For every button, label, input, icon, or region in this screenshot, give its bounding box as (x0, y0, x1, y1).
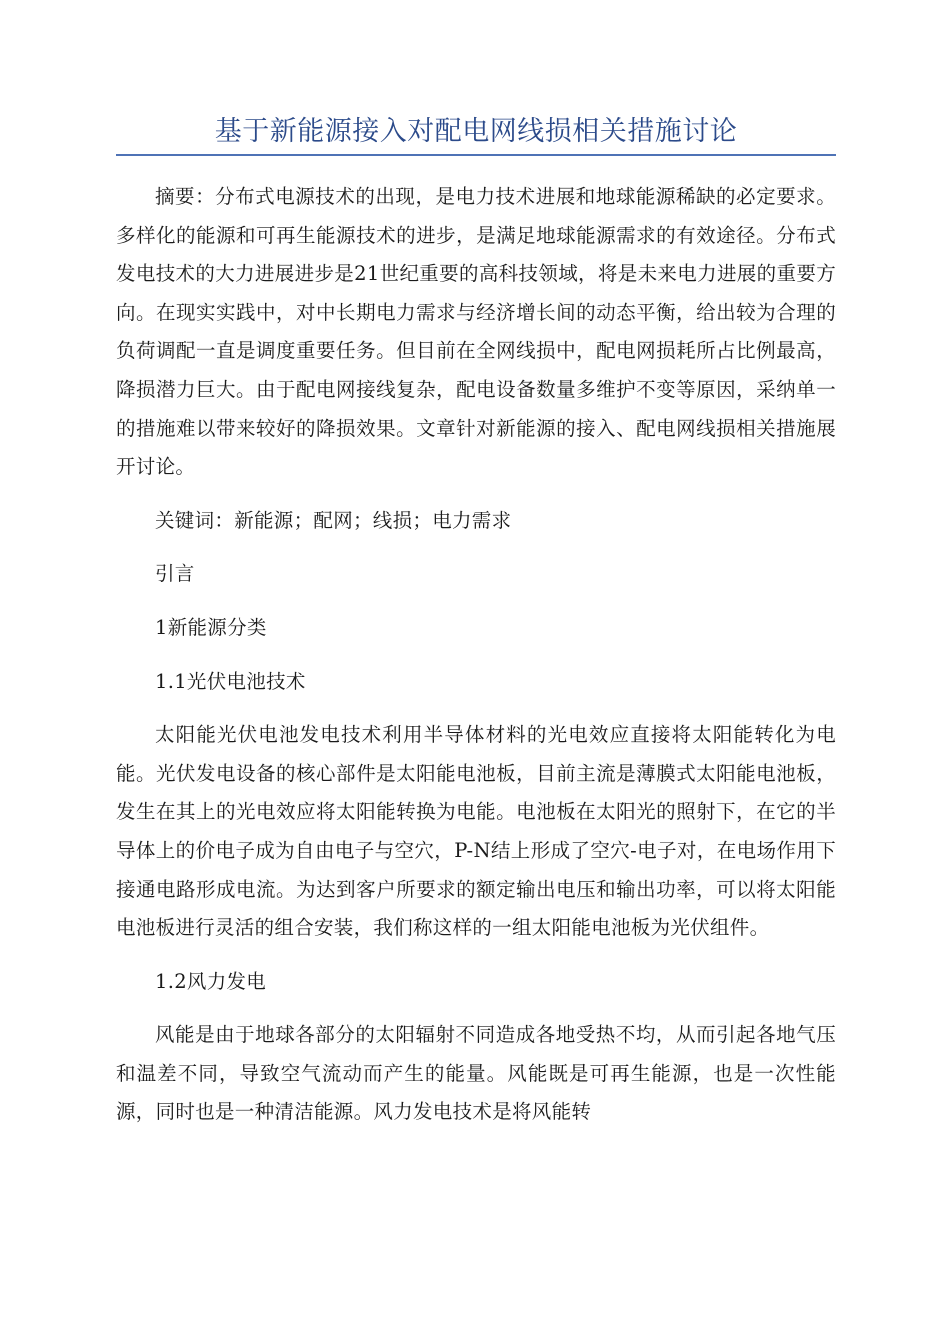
section-1-2-heading: 1.2风力发电 (155, 969, 267, 993)
document-title: 基于新能源接入对配电网线损相关措施讨论 (214, 116, 738, 147)
document-page (116, 112, 836, 1132)
abstract-paragraph: 摘要：分布式电源技术的出现，是电力技术进展和地球能源稀缺的必定要求。多样化的能源和可再生能源技术的进步，是满足地球能源需求的有效途径。分布式发电技术的大力进展进步是21世纪重要的高科技领域，将是未来电力进展的重要方向。在现实实践中，对中长期电力需求与经济增长间的动态平衡，给出较为合理的负荷调配一直是调度重要任务。但目前在全网线损中，配电网损耗所占比例最高，降损潜力巨大。由于配电网接线复杂，配电设备数量多维护不变等原因，采纳单一的措施难以带来较好的降损效果。文章针对新能源的接入、配电网线损相关措施展开讨论。 (116, 185, 836, 479)
intro-heading: 引言 (155, 562, 195, 586)
section-1-heading: 1新能源分类 (155, 615, 267, 639)
section-1-2-paragraph: 风能是由于地球各部分的太阳辐射不同造成各地受热不均，从而引起各地气压和温差不同，导致空气流动而产生的能量。风能既是可再生能源，也是一次性能源，同时也是一种清洁能源。风力发电技术是将风能转 (116, 1023, 836, 1124)
section-1-1-paragraph: 太阳能光伏电池发电技术利用半导体材料的光电效应直接将太阳能转化为电能。光伏发电设备的核心部件是太阳能电池板，目前主流是薄膜式太阳能电池板，发生在其上的光电效应将太阳能转换为电能。电池板在太阳光的照射下，在它的半导体上的价电子成为自由电子与空穴，P-N结上形成了空穴-电子对，在电场作用下接通电路形成电流。为达到客户所要求的额定输出电压和输出功率，可以将太阳能电池板进行灵活的组合安装，我们称这样的一组太阳能电池板为光伏组件。 (116, 723, 836, 940)
title-underline (116, 154, 836, 156)
section-1-1-heading: 1.1光伏电池技术 (155, 669, 306, 693)
keywords-line: 关键词：新能源；配网；线损；电力需求 (155, 508, 512, 532)
